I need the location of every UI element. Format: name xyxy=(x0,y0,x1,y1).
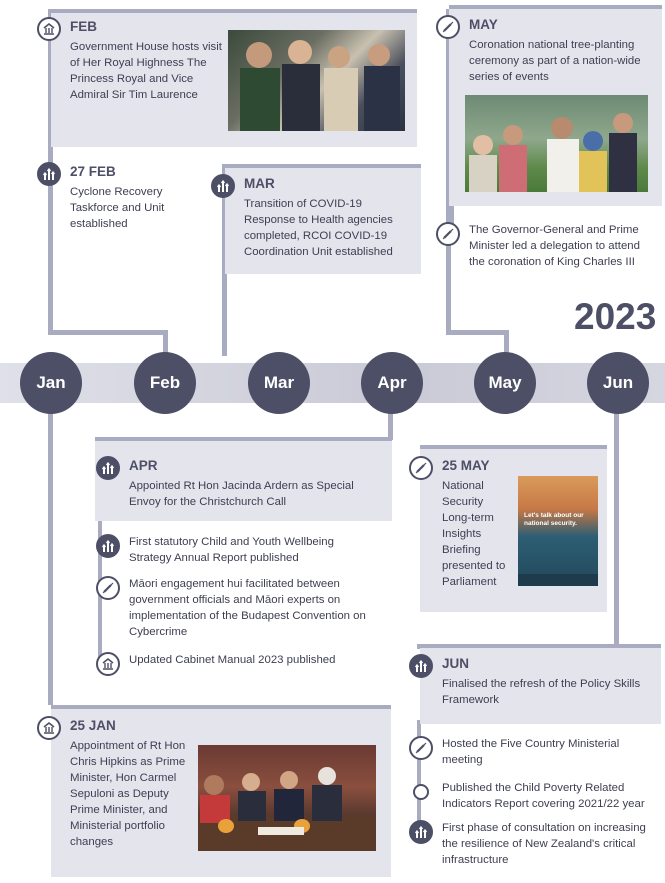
pen-icon xyxy=(96,576,120,600)
booklet-title: Let's talk about our national security. xyxy=(524,512,584,527)
growth-arrows-icon xyxy=(96,456,120,480)
event-heading: 25 JAN xyxy=(70,718,116,733)
event-mar xyxy=(211,174,411,260)
event-may-coronation xyxy=(436,222,651,270)
year-label: 2023 xyxy=(574,296,657,337)
government-house-icon xyxy=(37,716,61,740)
national-security-booklet-cover xyxy=(518,476,598,586)
growth-arrows-icon xyxy=(409,654,433,678)
event-apr-maori-hui xyxy=(96,576,371,640)
event-heading: APR xyxy=(129,458,158,473)
event-may xyxy=(436,15,646,85)
event-apr-cabinet-manual xyxy=(96,652,371,676)
pen-icon xyxy=(436,222,460,246)
growth-arrows-icon xyxy=(211,174,235,198)
month-may: May xyxy=(474,352,536,414)
pen-icon xyxy=(436,15,460,39)
event-text: Māori engagement hui facilitated between government officials and Māori experts on implementation of the Budapest Convention on Cybercrime xyxy=(129,578,366,638)
event-text: Published the Child Poverty Related Indicators Report covering 2021/22 year xyxy=(442,782,645,810)
event-feb xyxy=(37,17,227,103)
event-heading: FEB xyxy=(70,19,97,34)
event-heading: 25 MAY xyxy=(442,458,490,473)
event-text: Appointment of Rt Hon Chris Hipkins as Prime Minister, Hon Carmel Sepuloni as Deputy Prime Minister, and Ministerial portfolio changes xyxy=(70,740,186,848)
event-heading: MAY xyxy=(469,17,498,32)
photo-royal-visit xyxy=(228,30,405,131)
government-house-icon xyxy=(37,17,61,41)
growth-arrows-icon xyxy=(37,162,61,186)
event-jun-child-poverty xyxy=(409,780,649,812)
event-27-feb xyxy=(37,162,197,232)
event-text: First statutory Child and Youth Wellbeing Strategy Annual Report published xyxy=(129,536,334,564)
event-text: Coronation national tree-planting ceremony as part of a nation-wide series of events xyxy=(469,39,641,83)
event-text: The Governor-General and Prime Minister led a delegation to attend the coronation of King Charles III xyxy=(469,224,640,268)
event-text: Appointed Rt Hon Jacinda Ardern as Special Envoy for the Christchurch Call xyxy=(129,480,354,508)
event-text: Updated Cabinet Manual 2023 published xyxy=(129,654,336,666)
month-apr: Apr xyxy=(361,352,423,414)
event-text: First phase of consultation on increasing the resilience of New Zealand's critical infrastructure xyxy=(442,822,646,866)
event-heading: 27 FEB xyxy=(70,164,116,179)
ring-icon xyxy=(413,784,429,800)
event-text: Finalised the refresh of the Policy Skills Framework xyxy=(442,678,641,706)
photo-tree-planting xyxy=(465,95,648,192)
event-heading: JUN xyxy=(442,656,470,671)
event-jun-five-country xyxy=(409,736,649,768)
pen-icon xyxy=(409,736,433,760)
timeline-band xyxy=(0,363,665,403)
event-25-may xyxy=(409,456,519,590)
event-text: Transition of COVID-19 Response to Health agencies completed, RCOI COVID-19 Coordination Unit established xyxy=(244,198,393,258)
event-text: Cyclone Recovery Taskforce and Unit established xyxy=(70,186,165,230)
event-text: Hosted the Five Country Ministerial meeting xyxy=(442,738,620,766)
event-jun xyxy=(409,654,649,708)
photo-swearing-in xyxy=(198,745,376,851)
event-jun-infrastructure xyxy=(409,820,649,868)
growth-arrows-icon xyxy=(409,820,433,844)
event-text: National Security Long-term Insights Briefing presented to Parliament xyxy=(442,480,506,588)
event-25-jan xyxy=(37,716,197,850)
event-text: Government House hosts visit of Her Royal Highness The Princess Royal and Vice Admiral Sir Tim Laurence xyxy=(70,41,222,101)
month-mar: Mar xyxy=(248,352,310,414)
event-apr xyxy=(96,456,371,510)
month-jan: Jan xyxy=(20,352,82,414)
month-jun: Jun xyxy=(587,352,649,414)
pen-icon xyxy=(409,456,433,480)
growth-arrows-icon xyxy=(96,534,120,558)
event-apr-wellbeing xyxy=(96,534,371,566)
month-feb: Feb xyxy=(134,352,196,414)
event-heading: MAR xyxy=(244,176,275,191)
government-house-icon xyxy=(96,652,120,676)
